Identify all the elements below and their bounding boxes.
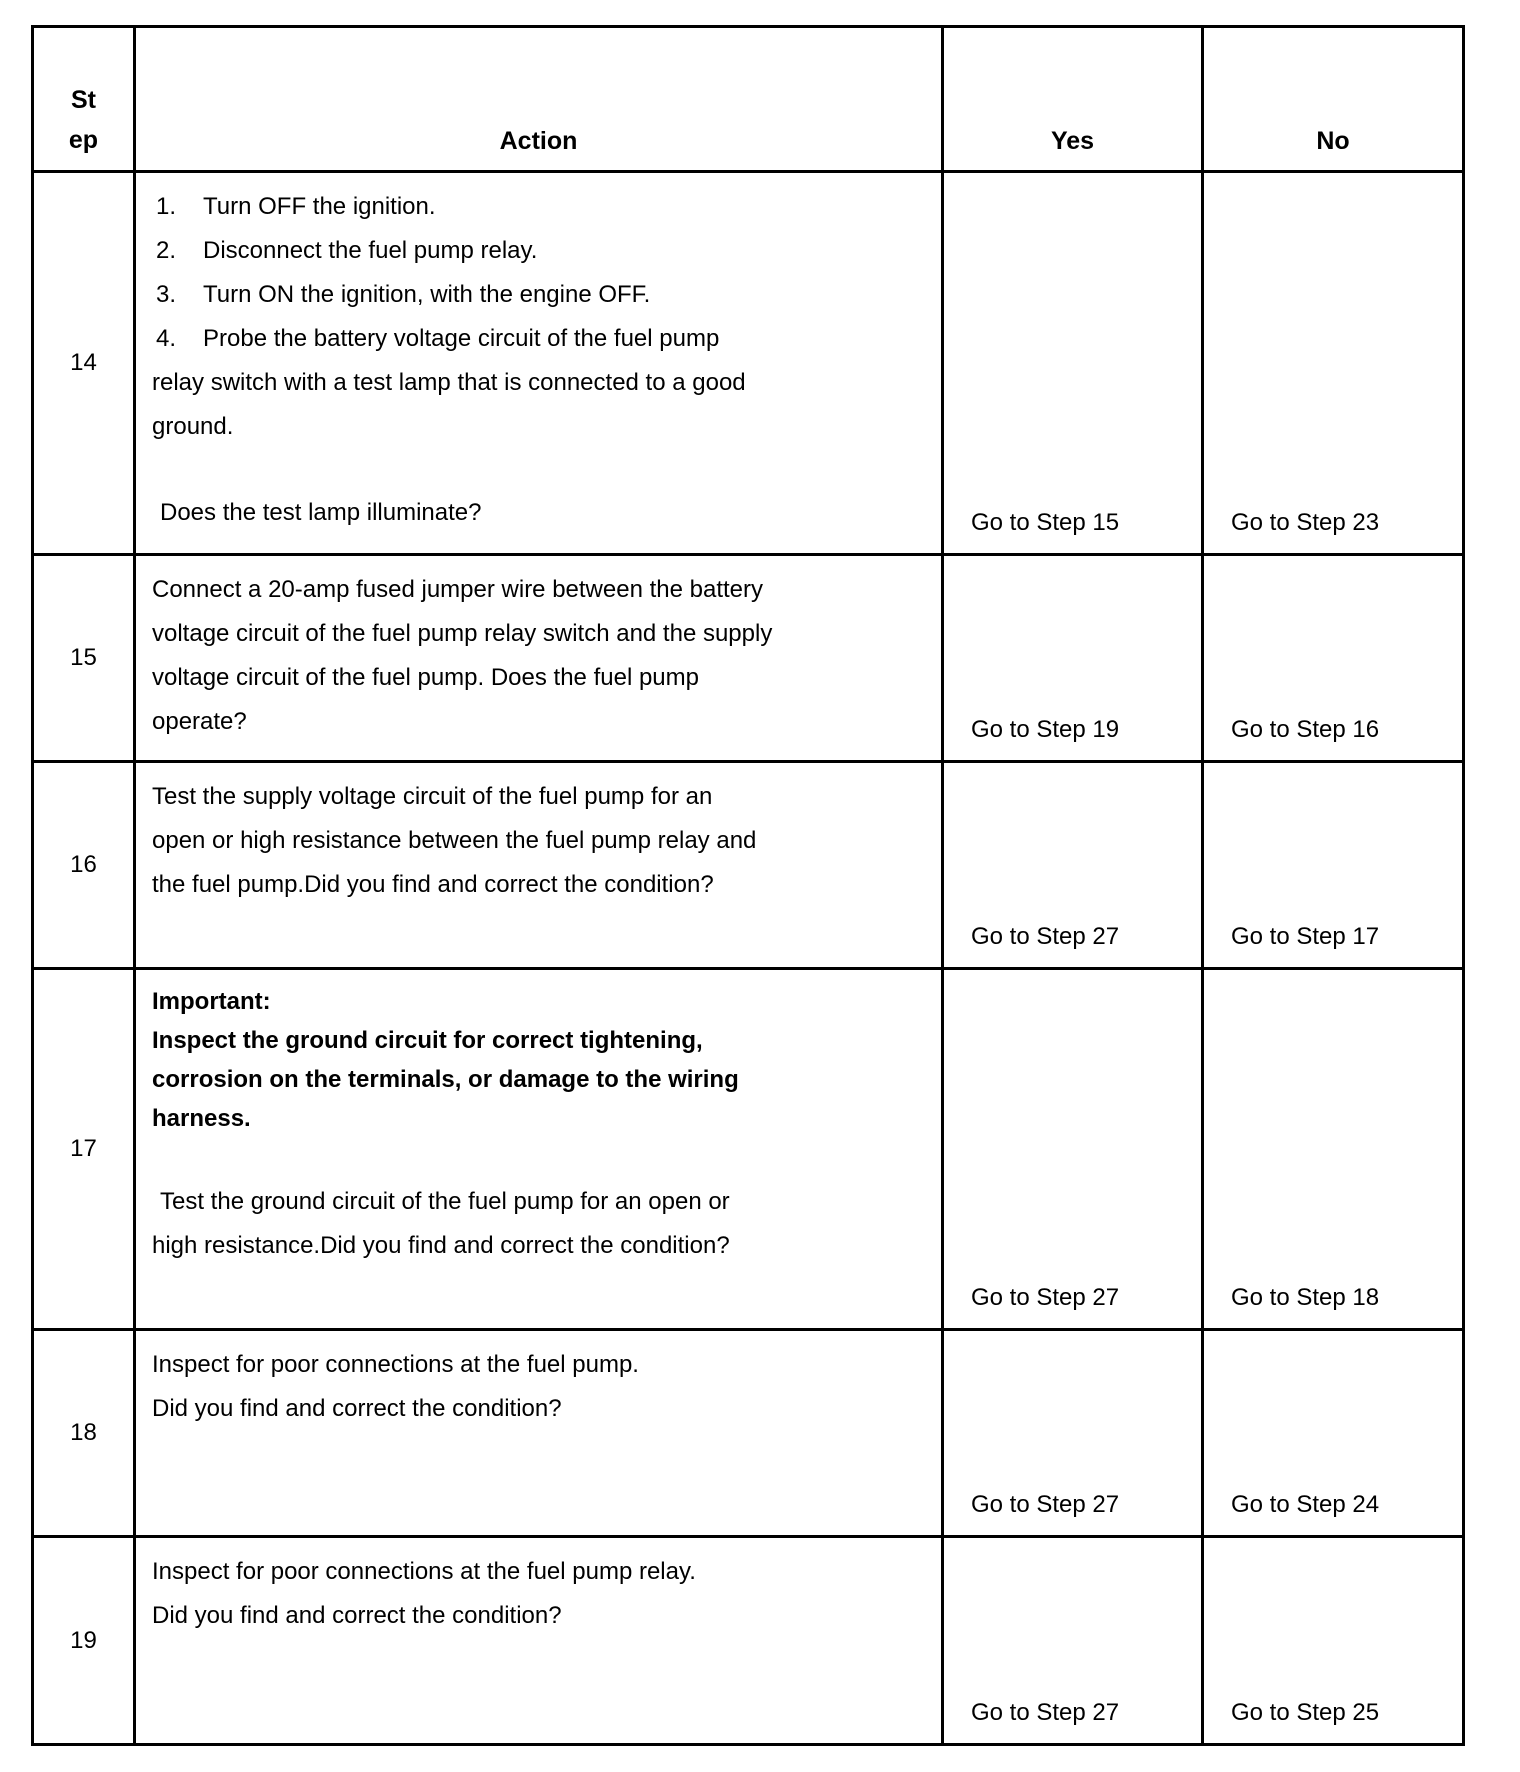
important-line: Inspect the ground circuit for correct tightening, <box>152 1027 703 1054</box>
step-number: 16 <box>33 762 135 969</box>
spacer <box>152 1138 927 1180</box>
list-item <box>152 317 927 361</box>
action-line: Did you find and correct the condition? <box>152 1602 562 1629</box>
action-cell <box>135 1537 943 1745</box>
action-cell <box>135 762 943 969</box>
no-cell: Go to Step 17 <box>1203 762 1464 969</box>
yes-cell: Go to Step 27 <box>943 762 1203 969</box>
no-cell: Go to Step 18 <box>1203 969 1464 1330</box>
list-item <box>152 273 927 317</box>
no-cell: Go to Step 16 <box>1203 555 1464 762</box>
important-label: Important: <box>152 988 271 1015</box>
list-number: 1. <box>156 193 177 220</box>
diagnostic-table-sheet <box>31 25 1462 1746</box>
step-number: 15 <box>33 555 135 762</box>
table-row <box>33 555 1464 762</box>
table-row <box>33 762 1464 969</box>
action-line: the fuel pump.Did you find and correct the condition? <box>152 871 714 898</box>
header-yes: Yes <box>943 27 1203 172</box>
list-number: 4. <box>156 325 177 352</box>
action-cell <box>135 1330 943 1537</box>
header-step-part1: St <box>71 86 96 114</box>
yes-cell: Go to Step 27 <box>943 1330 1203 1537</box>
step-number: 19 <box>33 1537 135 1745</box>
header-step <box>33 27 135 172</box>
action-line: Test the supply voltage circuit of the fuel pump for an <box>152 783 713 810</box>
table-row <box>33 172 1464 555</box>
action-line: Inspect for poor connections at the fuel pump. <box>152 1351 639 1378</box>
action-line: Connect a 20-amp fused jumper wire between the battery <box>152 576 764 603</box>
action-line: relay switch with a test lamp that is connected to a good <box>152 369 746 396</box>
action-line: Test the ground circuit of the fuel pump for an open or <box>160 1188 730 1215</box>
action-line: Did you find and correct the condition? <box>152 1395 562 1422</box>
action-line: high resistance.Did you find and correct the condition? <box>152 1232 730 1259</box>
list-item <box>152 185 927 229</box>
table-row <box>33 969 1464 1330</box>
step-number: 18 <box>33 1330 135 1537</box>
action-line: open or high resistance between the fuel pump relay and <box>152 827 757 854</box>
action-cell <box>135 969 943 1330</box>
list-text: Turn OFF the ignition. <box>203 193 436 220</box>
important-line: harness. <box>152 1105 251 1132</box>
no-cell: Go to Step 25 <box>1203 1537 1464 1745</box>
diagnostic-table <box>31 25 1465 1746</box>
header-no: No <box>1203 27 1464 172</box>
table-row <box>33 1330 1464 1537</box>
action-line: voltage circuit of the fuel pump relay switch and the supply <box>152 620 773 647</box>
step-number: 14 <box>33 172 135 555</box>
spacer <box>152 449 927 491</box>
action-cell <box>135 555 943 762</box>
action-line: ground. <box>152 413 234 440</box>
no-cell: Go to Step 23 <box>1203 172 1464 555</box>
list-text: Turn ON the ignition, with the engine OFF. <box>203 281 651 308</box>
list-number: 2. <box>156 237 177 264</box>
yes-cell: Go to Step 27 <box>943 969 1203 1330</box>
action-cell <box>135 172 943 555</box>
yes-cell: Go to Step 19 <box>943 555 1203 762</box>
list-number: 3. <box>156 281 177 308</box>
list-item <box>152 229 927 273</box>
action-line: voltage circuit of the fuel pump. Does the fuel pump <box>152 664 699 691</box>
header-step-part2: ep <box>68 126 99 154</box>
table-row <box>33 1537 1464 1745</box>
yes-cell: Go to Step 27 <box>943 1537 1203 1745</box>
list-text: Disconnect the fuel pump relay. <box>203 237 538 264</box>
list-text: Probe the battery voltage circuit of the fuel pump <box>203 325 720 352</box>
header-action: Action <box>135 27 943 172</box>
action-question: Does the test lamp illuminate? <box>160 499 482 526</box>
header-row <box>33 27 1464 172</box>
no-cell: Go to Step 24 <box>1203 1330 1464 1537</box>
yes-cell: Go to Step 15 <box>943 172 1203 555</box>
step-number: 17 <box>33 969 135 1330</box>
important-line: corrosion on the terminals, or damage to the wiring <box>152 1066 739 1093</box>
action-line: Inspect for poor connections at the fuel pump relay. <box>152 1558 696 1585</box>
action-line: operate? <box>152 708 247 735</box>
